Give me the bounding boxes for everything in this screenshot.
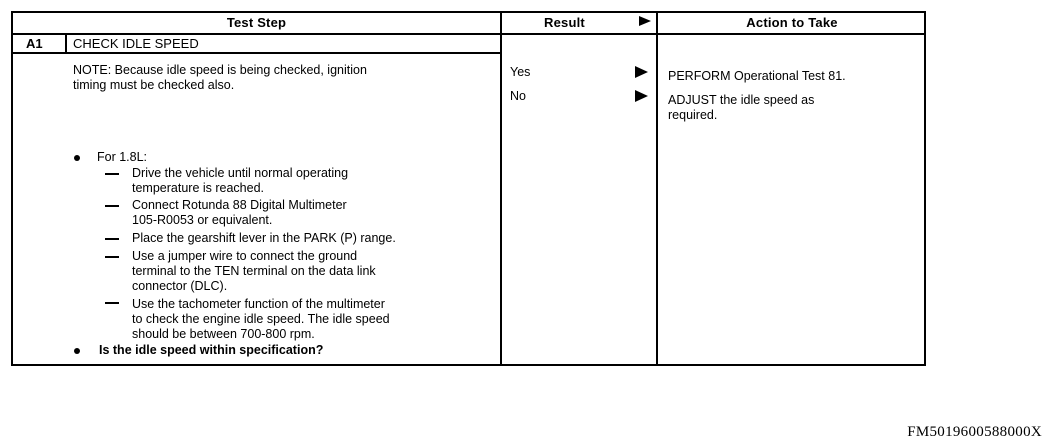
substep-line: should be between 700-800 rpm. — [132, 327, 315, 341]
dash-icon — [105, 173, 119, 175]
dash-icon — [105, 205, 119, 207]
result-arrow-icon — [635, 90, 648, 102]
action-no-line: ADJUST the idle speed as — [668, 93, 815, 107]
dash-icon — [105, 256, 119, 258]
substep-line: to check the engine idle speed. The idle speed — [132, 312, 390, 326]
note-line: NOTE: Because idle speed is being checked, ignition — [73, 63, 367, 77]
substep-line: Use the tachometer function of the multimeter — [132, 297, 385, 311]
header-result: Result — [544, 15, 585, 30]
title-row-divider — [13, 52, 501, 54]
bullet-icon — [74, 155, 80, 161]
substep-line: Connect Rotunda 88 Digital Multimeter — [132, 198, 347, 212]
substep-line: connector (DLC). — [132, 279, 228, 293]
action-no-line: required. — [668, 108, 718, 122]
step-id: A1 — [26, 36, 43, 51]
column-divider — [656, 13, 658, 364]
substep-line: 105-R0053 or equivalent. — [132, 213, 273, 227]
action-yes: PERFORM Operational Test 81. — [668, 69, 846, 83]
header-action: Action to Take — [746, 15, 838, 30]
step-id-divider — [65, 34, 67, 53]
dash-icon — [105, 238, 119, 240]
step-title: CHECK IDLE SPEED — [73, 36, 199, 51]
diagnostic-table — [11, 11, 926, 366]
substep-line: terminal to the TEN terminal on the data link — [132, 264, 376, 278]
header-divider — [13, 33, 924, 35]
column-divider — [500, 13, 502, 364]
bullet-icon — [74, 348, 80, 354]
header-test-step: Test Step — [226, 15, 287, 30]
step-question: Is the idle speed within specification? — [99, 343, 324, 357]
result-no: No — [510, 89, 526, 103]
dash-icon — [105, 302, 119, 304]
bullet-intro: For 1.8L: — [97, 150, 148, 164]
substep-line: temperature is reached. — [132, 181, 265, 195]
substep-line: Use a jumper wire to connect the ground — [132, 249, 358, 263]
substep-line: Place the gearshift lever in the PARK (P) range. — [132, 231, 396, 245]
figure-code: FM5019600588000X — [907, 424, 1042, 440]
substep-line: Drive the vehicle until normal operating — [132, 166, 349, 180]
result-arrow-icon — [635, 66, 648, 78]
note-line: timing must be checked also. — [73, 78, 235, 92]
result-yes: Yes — [510, 65, 531, 79]
header-arrow-icon — [639, 16, 651, 26]
